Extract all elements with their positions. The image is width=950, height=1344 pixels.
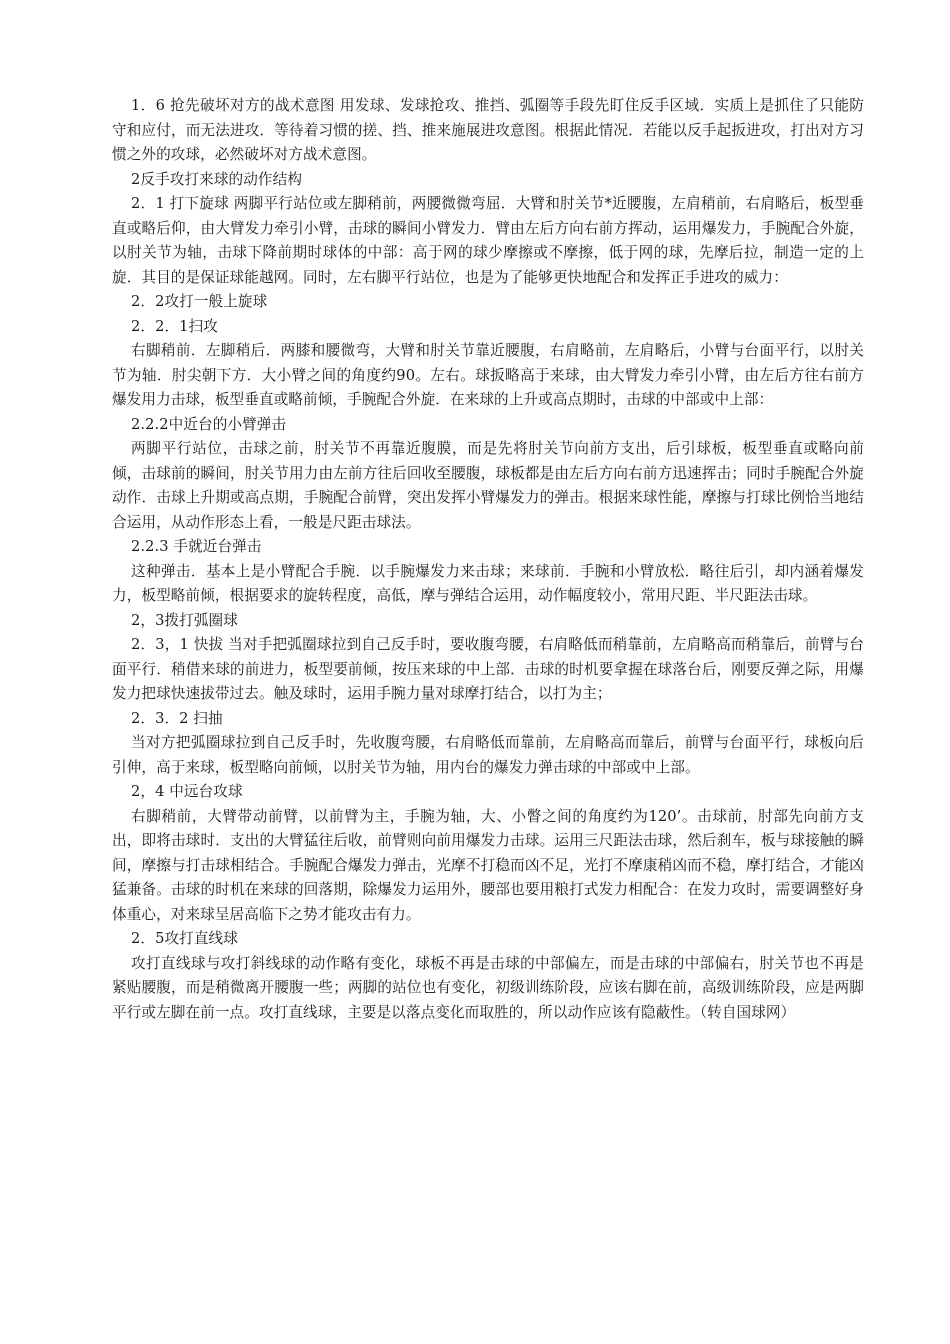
paragraph-1-6: 1．6 抢先破坏对方的战术意图 用发球、发球抢攻、推挡、弧圈等手段先盯住反手区域．实质上是抓住了只能防守和应付，而无法进攻．等待着习惯的搓、挡、推来施展进攻意图。根据此情况．若能以反手起扳进攻，打出对方习惯之外的攻球，必然破坏对方战术意图。 bbox=[112, 97, 864, 163]
heading-2-3: 2，3拨打弧圈球 bbox=[131, 611, 238, 629]
heading-2-2-3: 2.2.3 手就近台弹击 bbox=[131, 538, 262, 555]
paragraph-2-2-3: 这种弹击．基本上是小臂配合手腕．以手腕爆发力来击球；来球前．手腕和小臂放松．略往后引，却内涵着爆发力，板型略前倾，根据要求的旋转程度，高低，摩与弹结合运用，动作幅度较小，常用尺距、半尺距法击球。 bbox=[112, 562, 864, 604]
document-body bbox=[112, 94, 864, 1025]
heading-2-2: 2．2攻打一般上旋球 bbox=[131, 293, 268, 310]
heading-2-2-1: 2．2．1扫攻 bbox=[131, 317, 218, 335]
paragraph-2-4: 右脚稍前，大臂带动前臂，以前臂为主，手腕为轴，大、小瞥之间的角度约为120’。击球前，肘部先向前方支出，即将击球时．支出的大臂猛往后收，前臂则向前用爆发力击球。运用三尺距法击球，然后刹车，板与球接触的瞬间，摩擦与打击球相结合。手腕配合爆发力弹击，光摩不打稳而凶不足，光打不摩康稍凶而不稳，摩打结合，才能凶猛兼备。击球的时机在来球的回落期，除爆发力运用外，腰部也要用粮打式发力相配合：在发力攻时，需要调整好身体重心，对来球呈居高临下之势才能攻击有力。 bbox=[112, 807, 864, 923]
paragraph-2-3-1: 2．3，1 快拔 当对手把弧圈球拉到自己反手时，要收腹弯腰，右肩略低而稍靠前，左肩略高而稍靠后，前臂与台面平行．稍借来球的前进力，板型要前倾，按压来球的中上部．击球的时机要拿握在球落台后，刚要反弹之际，用爆发力把球快速拔带过去。触及球时，运用手腕力量对球摩打结合，以打为主； bbox=[112, 636, 864, 702]
heading-2-5: 2．5攻打直线球 bbox=[131, 930, 238, 947]
paragraph-2-3-2: 当对方把弧圈球拉到自己反手时，先收腹弯腰，右肩略低而靠前，左肩略高而靠后，前臂与台面平行，球板向后引伸，高于来球，板型略向前倾，以肘关节为轴，用内台的爆发力弹击球的中部或中上部。 bbox=[112, 734, 864, 776]
paragraph-2-2-1: 右脚稍前．左脚稍后．两膝和腰微弯，大臂和肘关节靠近腰腹，右肩略前，左肩略后，小臂与台面平行，以肘关节为轴．肘尖朝下方．大小臂之间的角度约90。左右。球扳略高于来球，由大臂发力牵引小臂，由左后方往右前方爆发用力击球，板型垂直或略前倾，手腕配合外旋．在来球的上升或高点期时，击球的中部或中上部： bbox=[112, 342, 864, 408]
paragraph-2-1: 2．1 打下旋球 两脚平行站位或左脚稍前，两腰微微弯屈．大臂和肘关节*近腰腹，左肩稍前，右肩略后，板型垂直或略后仰，由大臂发力牵引小臂，击球的瞬间小臂发力．臂由左后方向右前方挥动，运用爆发力，手腕配合外旋，以肘关节为轴，击球下降前期时球体的中部：高于网的球少摩擦或不摩擦，低于网的球，先摩后拉，制造一定的上旋．其目的是保证球能越网。同时，左右脚平行站位，也是为了能够更快地配合和发挥正手进攻的威力： bbox=[112, 195, 864, 286]
heading-2-3-2: 2．3．2 扫抽 bbox=[131, 709, 223, 727]
paragraph-2-2-2: 两脚平行站位，击球之前，肘关节不再靠近腹膜，而是先将肘关节向前方支出，后引球板，板型垂直或略向前倾，击球前的瞬间，肘关节用力由左前方往后回收至腰腹，球板都是由左后方向右前方迅速挥击；同时手腕配合外旋动作．击球上升期或高点期，手腕配合前臂，突出发挥小臂爆发力的弹击。根据来球性能，摩擦与打球比例恰当地结合运用，从动作形态上看，一般是尺距击球法。 bbox=[112, 440, 864, 531]
heading-2-4: 2，4 中远台攻球 bbox=[131, 783, 243, 800]
heading-2-2-2: 2.2.2中近台的小臂弹击 bbox=[131, 415, 287, 433]
heading-2: 2反手攻打来球的动作结构 bbox=[131, 170, 303, 188]
paragraph-2-5: 攻打直线球与攻打斜线球的动作略有变化，球板不再是击球的中部偏左，而是击球的中部偏右，肘关节也不再是紧贴腰腹，而是稍微离开腰腹一些；两脚的站位也有变化，初级训练阶段，应该右脚在前，高级训练阶段，应是两脚平行或左脚在前一点。攻打直线球，主要是以落点变化而取胜的，所以动作应该有隐蔽性。（转自国球网） bbox=[112, 954, 864, 1021]
